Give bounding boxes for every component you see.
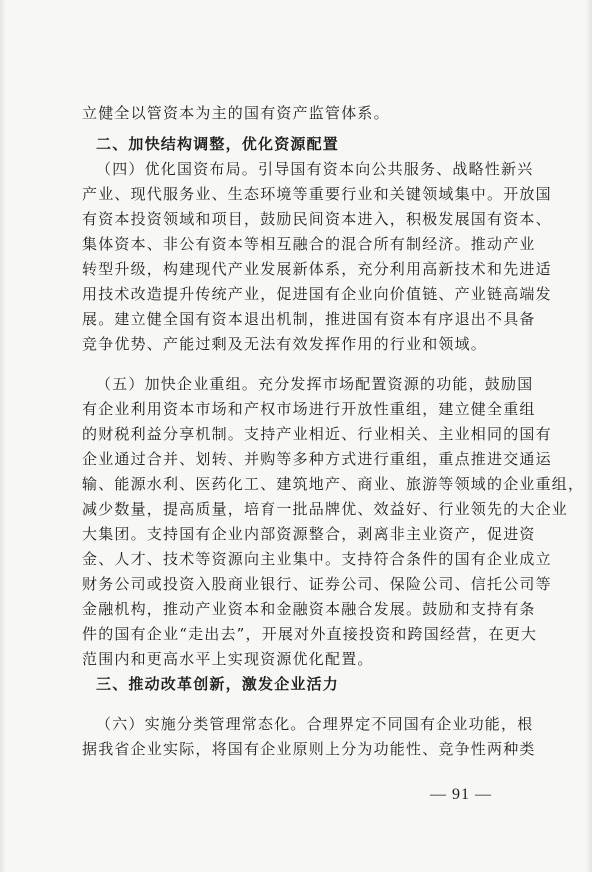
text-line: 据我省企业实际，将国有企业原则上分为功能性、竞争性两种类 — [82, 740, 536, 758]
text-line: 竞争优势、产能过剩及无法有效发挥作用的行业和领域。 — [82, 335, 488, 353]
text-line: 集体资本、非公有资本等相互融合的混合所有制经济。推动产业 — [82, 235, 536, 253]
text-line: 有企业利用资本市场和产权市场进行开放性重组，建立健全重组 — [82, 400, 536, 418]
text-line: （五）加快企业重组。充分发挥市场配置资源的功能，鼓励国 — [96, 375, 534, 393]
text-line: 大集团。支持国有企业内部资源整合，剥离非主业资产，促进资 — [82, 525, 536, 543]
text-line: 减少数量，提高质量，培育一批品牌优、效益好、行业领先的大企业 — [82, 500, 569, 518]
page-number: — 91 — — [430, 786, 492, 803]
text-line: 范围内和更高水平上实现资源优化配置。 — [82, 650, 374, 668]
text-line: 用技术改造提升传统产业，促进国有企业向价值链、产业链高端发 — [82, 285, 552, 303]
text-line: 财务公司或投资入股商业银行、证券公司、保险公司、信托公司等 — [82, 575, 552, 593]
text-line: 产业、现代服务业、生态环境等重要行业和关键领域集中。开放国 — [82, 185, 552, 203]
text-line: 金、人才、技术等资源向主业集中。支持符合条件的国有企业成立 — [82, 550, 552, 568]
text-line: 件的国有企业“走出去”，开展对外直接投资和跨国经营，在更大 — [82, 625, 538, 643]
text-line: 的财税利益分享机制。支持产业相近、行业相关、主业相同的国有 — [82, 425, 552, 443]
text-line: 立健全以管资本为主的国有资产监管体系。 — [82, 104, 390, 122]
page-edge-left — [0, 0, 6, 872]
text-line: 有资本投资领域和项目，鼓励民间资本进入，积极发展国有资本、 — [82, 210, 552, 228]
text-line: 转型升级，构建现代产业发展新体系，充分利用高新技术和先进适 — [82, 260, 552, 278]
section-heading: 三、推动改革创新，激发企业活力 — [96, 675, 340, 693]
text-line: 展。建立健全国有资本退出机制，推进国有资本有序退出不具备 — [82, 310, 536, 328]
text-line: （六）实施分类管理常态化。合理界定不同国有企业功能，根 — [96, 715, 534, 733]
page-edge-right — [586, 0, 592, 872]
text-line: 输、能源水利、医药化工、建筑地产、商业、旅游等领域的企业重组， — [82, 475, 585, 493]
text-line: 企业通过合并、划转、并购等多种方式进行重组，重点推进交通运 — [82, 450, 552, 468]
text-line: 金融机构，推动产业资本和金融资本融合发展。鼓励和支持有条 — [82, 600, 536, 618]
section-heading: 二、加快结构调整，优化资源配置 — [96, 135, 340, 153]
text-line: （四）优化国资布局。引导国有资本向公共服务、战略性新兴 — [96, 160, 534, 178]
